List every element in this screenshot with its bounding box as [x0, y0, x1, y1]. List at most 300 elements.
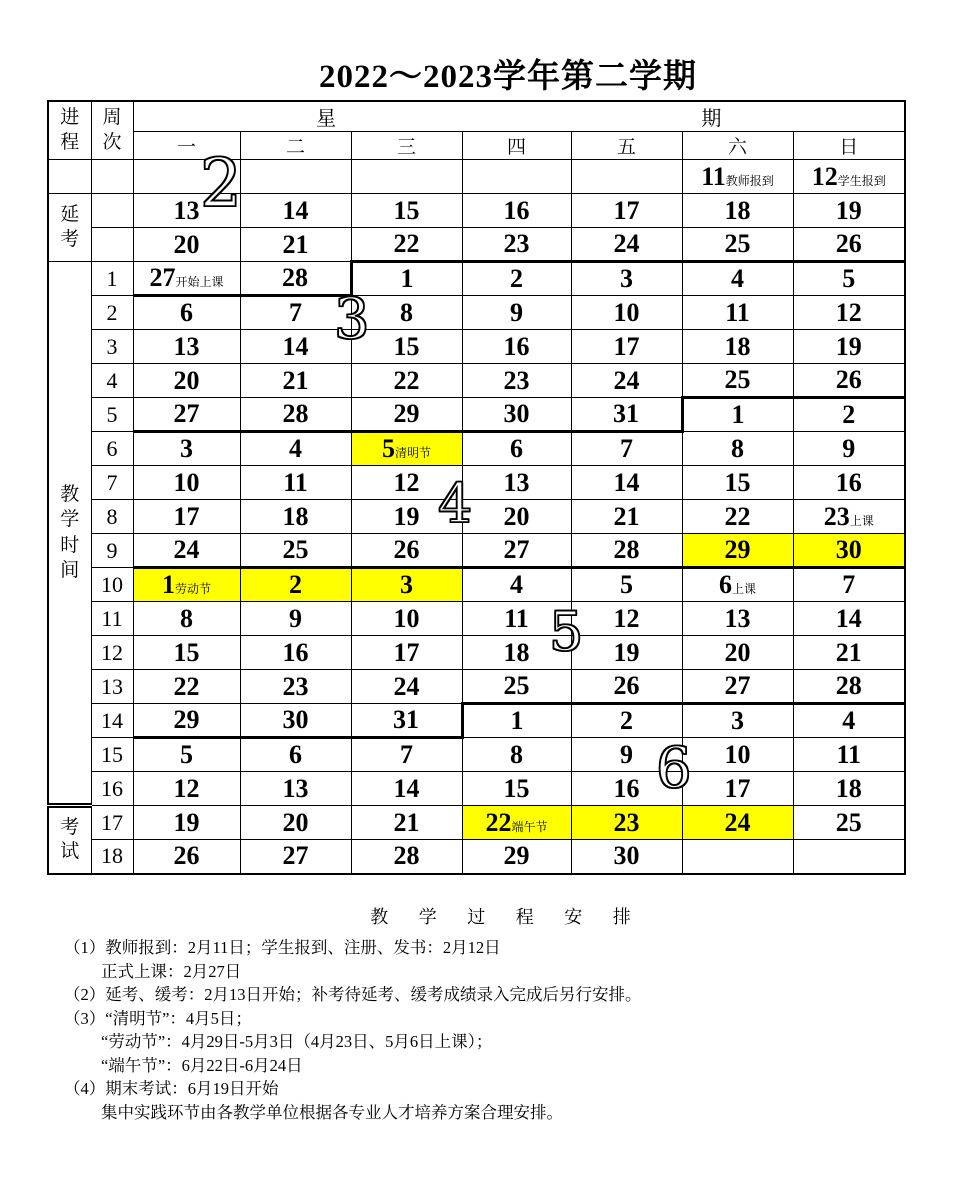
date-cell	[133, 772, 240, 806]
notes-section	[0, 903, 974, 1124]
date-cell	[351, 806, 462, 840]
date-cell	[682, 364, 793, 398]
date-number: 22	[393, 229, 420, 258]
date-number: 30	[503, 399, 530, 428]
date-number: 27	[724, 671, 751, 700]
note-line: 正式上课：2月27日	[101, 961, 242, 981]
date-number: 28	[613, 535, 640, 564]
date-cell	[133, 228, 240, 262]
date-number: 17	[173, 501, 200, 531]
date-number: 11	[283, 467, 308, 497]
week-number-cell: 12	[91, 636, 133, 670]
date-number: 31	[393, 705, 419, 734]
date-number: 26	[173, 841, 200, 871]
date-cell	[682, 500, 793, 534]
date-cell	[793, 296, 905, 330]
date-number: 29	[503, 841, 530, 871]
date-cell	[133, 296, 240, 330]
date-cell	[793, 704, 905, 738]
week-number-cell	[91, 228, 133, 262]
date-cell	[571, 636, 682, 670]
date-cell	[240, 194, 351, 228]
date-number: 12	[393, 467, 420, 497]
date-number: 18	[835, 773, 862, 803]
note-line: 集中实践环节由各教学单位根据各专业人才培养方案合理安排。	[101, 1102, 563, 1122]
date-number: 16	[835, 467, 862, 497]
date-cell	[793, 466, 905, 500]
date-cell	[240, 806, 351, 840]
date-number: 11	[836, 739, 862, 769]
date-cell	[133, 738, 240, 772]
date-cell	[793, 602, 905, 636]
date-cell	[682, 670, 793, 704]
date-cell	[351, 398, 462, 432]
date-cell	[793, 840, 905, 874]
date-cell	[462, 228, 571, 262]
date-cell	[133, 262, 240, 296]
page-title: 2022～2023学年第二学期	[319, 59, 697, 95]
notes-heading: 教 学 过 程 安 排	[370, 907, 644, 927]
date-cell	[462, 636, 571, 670]
date-number: 17	[613, 331, 640, 361]
date-number: 24	[393, 671, 420, 701]
date-number: 26	[835, 229, 862, 258]
date-number: 2	[620, 706, 633, 735]
holiday-date-cell	[351, 432, 462, 466]
date-number: 13	[173, 331, 200, 361]
date-number: 1	[161, 570, 175, 599]
date-cell	[793, 228, 905, 262]
date-number: 25	[503, 671, 530, 700]
date-number: 6	[180, 298, 193, 327]
date-number: 14	[282, 331, 309, 361]
holiday-date-cell	[682, 806, 793, 840]
week-number-cell: 1	[91, 262, 133, 296]
date-cell	[240, 330, 351, 364]
date-number: 16	[503, 331, 530, 361]
process-cell	[48, 262, 91, 806]
date-cell	[571, 534, 682, 568]
date-cell	[571, 568, 682, 602]
date-number: 26	[393, 535, 420, 564]
date-number: 11	[504, 603, 529, 633]
date-cell	[351, 364, 462, 398]
week-number-cell: 9	[91, 534, 133, 568]
date-cell	[240, 228, 351, 262]
date-number: 14	[393, 773, 420, 803]
date-annotation: 教师报到	[725, 173, 774, 188]
date-number: 13	[724, 603, 751, 633]
week-header-label: 周次	[102, 106, 122, 153]
date-number: 15	[724, 467, 751, 497]
date-cell	[462, 432, 571, 466]
date-number: 18	[724, 331, 751, 361]
date-number: 4	[842, 706, 856, 735]
date-annotation: 学生报到	[837, 173, 886, 188]
date-number: 7	[289, 298, 302, 327]
date-cell	[793, 432, 905, 466]
date-number: 22	[485, 807, 512, 837]
date-cell	[351, 704, 462, 738]
date-number: 3	[620, 264, 633, 293]
date-number: 14	[282, 195, 309, 225]
date-number: 29	[724, 535, 751, 564]
date-number: 5	[180, 740, 193, 769]
date-number: 22	[173, 671, 200, 701]
date-number: 23	[823, 501, 850, 531]
date-annotation: 开始上课	[175, 275, 224, 289]
date-number: 6	[289, 740, 302, 769]
weekday-banner	[133, 101, 905, 132]
date-number: 23	[503, 229, 530, 258]
date-number: 19	[613, 637, 640, 667]
date-number: 23	[503, 365, 530, 395]
date-cell	[240, 840, 351, 874]
date-number: 9	[620, 739, 633, 769]
date-cell	[793, 330, 905, 364]
date-number: 21	[613, 501, 640, 531]
date-cell	[682, 466, 793, 500]
day-header: 四	[462, 132, 571, 160]
date-cell	[682, 738, 793, 772]
date-cell	[351, 602, 462, 636]
date-number: 20	[173, 229, 200, 259]
week-number-cell: 3	[91, 330, 133, 364]
day-header: 五	[571, 132, 682, 160]
date-number: 15	[393, 195, 420, 225]
date-number: 9	[289, 603, 302, 633]
date-number: 8	[731, 433, 744, 463]
date-number: 1	[400, 264, 414, 293]
date-cell	[682, 330, 793, 364]
date-cell	[571, 840, 682, 874]
process-cell	[48, 194, 91, 262]
date-number: 7	[400, 740, 413, 769]
holiday-date-cell	[240, 568, 351, 602]
day-header: 一	[133, 132, 240, 160]
date-cell	[462, 262, 571, 296]
date-number: 10	[613, 297, 640, 327]
week-number-cell: 4	[91, 364, 133, 398]
date-number: 19	[393, 501, 420, 531]
month-watermark: 2	[200, 145, 242, 222]
date-cell	[351, 840, 462, 874]
date-number: 28	[282, 399, 309, 428]
date-number: 10	[724, 739, 751, 769]
date-cell	[462, 500, 571, 534]
date-number: 28	[835, 671, 862, 700]
date-cell	[462, 160, 571, 194]
date-cell	[240, 602, 351, 636]
date-number: 21	[282, 229, 309, 259]
date-number: 18	[503, 637, 530, 667]
month-watermark: 4	[438, 472, 473, 535]
date-cell	[462, 466, 571, 500]
date-cell	[793, 500, 905, 534]
date-cell	[240, 160, 351, 194]
date-number: 1	[731, 400, 745, 429]
note-line: （3）“清明节”：4月5日；	[64, 1008, 252, 1028]
date-cell	[793, 636, 905, 670]
week-number-cell: 18	[91, 840, 133, 874]
date-cell	[133, 704, 240, 738]
date-number: 4	[731, 264, 744, 293]
holiday-date-cell	[351, 568, 462, 602]
date-cell	[793, 806, 905, 840]
date-cell	[133, 160, 240, 194]
date-number: 20	[503, 501, 530, 531]
date-cell	[682, 772, 793, 806]
date-cell	[571, 670, 682, 704]
date-number: 15	[393, 331, 420, 361]
date-number: 13	[503, 467, 530, 497]
date-number: 18	[724, 195, 751, 225]
date-cell	[462, 670, 571, 704]
date-number: 16	[282, 637, 309, 667]
date-number: 25	[835, 807, 862, 837]
date-number: 22	[393, 365, 420, 395]
date-number: 29	[393, 399, 420, 428]
date-cell	[462, 704, 571, 738]
date-number: 12	[811, 161, 838, 191]
date-cell	[682, 840, 793, 874]
week-number-cell: 6	[91, 432, 133, 466]
date-cell	[351, 670, 462, 704]
date-number: 12	[835, 297, 862, 327]
date-number: 3	[731, 706, 744, 735]
date-number: 14	[613, 467, 640, 497]
date-cell	[240, 704, 351, 738]
date-cell	[682, 160, 793, 194]
date-number: 13	[173, 195, 200, 225]
date-number: 29	[173, 705, 200, 734]
date-number: 25	[724, 365, 751, 394]
date-cell	[462, 194, 571, 228]
date-number: 30	[613, 841, 640, 871]
date-cell	[351, 194, 462, 228]
date-number: 8	[400, 297, 413, 327]
week-number-cell: 10	[91, 568, 133, 602]
date-number: 27	[149, 263, 176, 292]
process-header-label: 进程	[60, 106, 80, 153]
date-cell	[571, 602, 682, 636]
date-cell	[462, 364, 571, 398]
date-number: 9	[842, 433, 856, 463]
date-number: 20	[282, 807, 309, 837]
date-number: 15	[503, 773, 530, 803]
date-cell	[351, 296, 462, 330]
month-watermark: 6	[656, 736, 692, 801]
date-number: 13	[282, 773, 309, 803]
date-number: 30	[835, 535, 862, 564]
date-number: 8	[510, 739, 523, 769]
date-cell	[571, 432, 682, 466]
date-cell	[571, 500, 682, 534]
date-cell	[133, 194, 240, 228]
date-cell	[682, 296, 793, 330]
date-cell	[351, 534, 462, 568]
date-number: 24	[613, 229, 640, 258]
date-annotation: 上课	[849, 513, 874, 528]
process-label: 考试	[60, 816, 80, 863]
date-number: 3	[180, 434, 193, 463]
week-number-cell: 8	[91, 500, 133, 534]
date-number: 15	[173, 637, 200, 667]
date-number: 6	[510, 434, 523, 463]
date-number: 14	[835, 603, 862, 633]
date-annotation: 劳动节	[174, 582, 211, 596]
date-cell	[793, 194, 905, 228]
date-cell	[793, 262, 905, 296]
date-number: 26	[613, 671, 640, 700]
date-number: 24	[724, 807, 751, 837]
date-cell	[133, 466, 240, 500]
date-number: 19	[173, 807, 200, 837]
date-cell	[351, 500, 462, 534]
date-cell	[571, 398, 682, 432]
date-number: 8	[180, 603, 193, 633]
date-cell	[682, 704, 793, 738]
date-cell	[571, 772, 682, 806]
date-number: 31	[613, 399, 639, 428]
date-number: 10	[173, 467, 200, 497]
date-cell	[351, 772, 462, 806]
date-cell	[240, 262, 351, 296]
date-number: 12	[173, 773, 200, 803]
week-number-cell: 13	[91, 670, 133, 704]
date-cell	[351, 330, 462, 364]
date-cell	[571, 160, 682, 194]
holiday-date-cell	[682, 534, 793, 568]
note-line: “劳动节”：4月29日-5月3日（4月23日、5月6日上课）；	[101, 1032, 493, 1051]
month-watermark: 5	[549, 600, 584, 663]
date-cell	[351, 160, 462, 194]
date-cell	[682, 568, 793, 602]
holiday-date-cell	[133, 568, 240, 602]
date-cell	[793, 160, 905, 194]
date-cell	[240, 534, 351, 568]
date-cell	[133, 636, 240, 670]
date-number: 27	[173, 399, 200, 428]
date-cell	[462, 296, 571, 330]
date-number: 28	[282, 263, 308, 292]
date-cell	[571, 738, 682, 772]
date-number: 26	[835, 365, 862, 394]
weekday-banner-left: 星	[316, 108, 337, 130]
date-cell	[682, 432, 793, 466]
date-number: 4	[510, 570, 523, 599]
date-number: 5	[381, 434, 395, 463]
date-cell	[133, 840, 240, 874]
date-number: 19	[835, 195, 862, 225]
date-cell	[462, 398, 571, 432]
date-cell	[571, 296, 682, 330]
date-number: 18	[282, 501, 309, 531]
date-number: 28	[393, 841, 420, 871]
date-cell	[240, 738, 351, 772]
date-number: 27	[282, 841, 309, 871]
process-cell	[48, 806, 91, 874]
date-cell	[351, 738, 462, 772]
day-header: 六	[682, 132, 793, 160]
date-cell	[240, 466, 351, 500]
date-cell	[682, 228, 793, 262]
date-number: 9	[510, 297, 523, 327]
week-number-cell: 16	[91, 772, 133, 806]
date-annotation: 端午节	[511, 819, 548, 834]
week-number-cell: 17	[91, 806, 133, 840]
week-number-cell: 14	[91, 704, 133, 738]
date-cell	[682, 398, 793, 432]
date-number: 7	[842, 570, 856, 599]
week-column-header	[91, 101, 133, 160]
week-number-cell: 15	[91, 738, 133, 772]
date-number: 16	[503, 195, 530, 225]
date-cell	[351, 262, 462, 296]
date-cell	[133, 330, 240, 364]
day-header: 三	[351, 132, 462, 160]
date-number: 24	[173, 535, 200, 564]
date-number: 2	[510, 264, 523, 293]
date-number: 21	[282, 365, 309, 395]
date-number: 23	[613, 807, 640, 837]
date-cell	[351, 228, 462, 262]
date-cell	[682, 262, 793, 296]
month-watermark: 3	[334, 287, 370, 352]
date-number: 11	[701, 161, 726, 191]
process-column-header	[48, 101, 91, 160]
date-number: 2	[842, 400, 856, 429]
date-number: 20	[724, 637, 751, 667]
date-number: 5	[620, 570, 633, 599]
week-number-cell: 11	[91, 602, 133, 636]
date-number: 27	[503, 535, 530, 564]
date-number: 6	[718, 570, 732, 599]
date-cell	[793, 670, 905, 704]
date-cell	[240, 364, 351, 398]
date-cell	[133, 602, 240, 636]
date-number: 11	[725, 297, 750, 327]
date-annotation: 清明节	[394, 446, 431, 460]
week-number-cell	[91, 194, 133, 228]
date-cell	[462, 738, 571, 772]
date-cell	[571, 704, 682, 738]
process-label: 教学时间	[60, 484, 80, 581]
date-cell	[240, 500, 351, 534]
note-line: （1）教师报到：2月11日；学生报到、注册、发书：2月12日	[64, 938, 501, 957]
date-cell	[462, 602, 571, 636]
date-number: 16	[613, 773, 640, 803]
date-cell	[240, 636, 351, 670]
note-line: （2）延考、缓考：2月13日开始；补考待延考、缓考成绩录入完成后另行安排。	[64, 985, 642, 1004]
date-number: 10	[393, 603, 420, 633]
date-cell	[571, 262, 682, 296]
date-number: 21	[393, 807, 420, 837]
process-label: 延考	[60, 203, 80, 250]
date-cell	[462, 568, 571, 602]
date-number: 17	[393, 637, 420, 667]
date-number: 23	[282, 671, 309, 701]
date-cell	[793, 772, 905, 806]
date-cell	[682, 194, 793, 228]
date-cell	[133, 432, 240, 466]
date-cell	[682, 602, 793, 636]
date-cell	[462, 772, 571, 806]
date-cell	[571, 194, 682, 228]
day-header: 二	[240, 132, 351, 160]
date-number: 4	[289, 434, 302, 463]
date-cell	[462, 534, 571, 568]
